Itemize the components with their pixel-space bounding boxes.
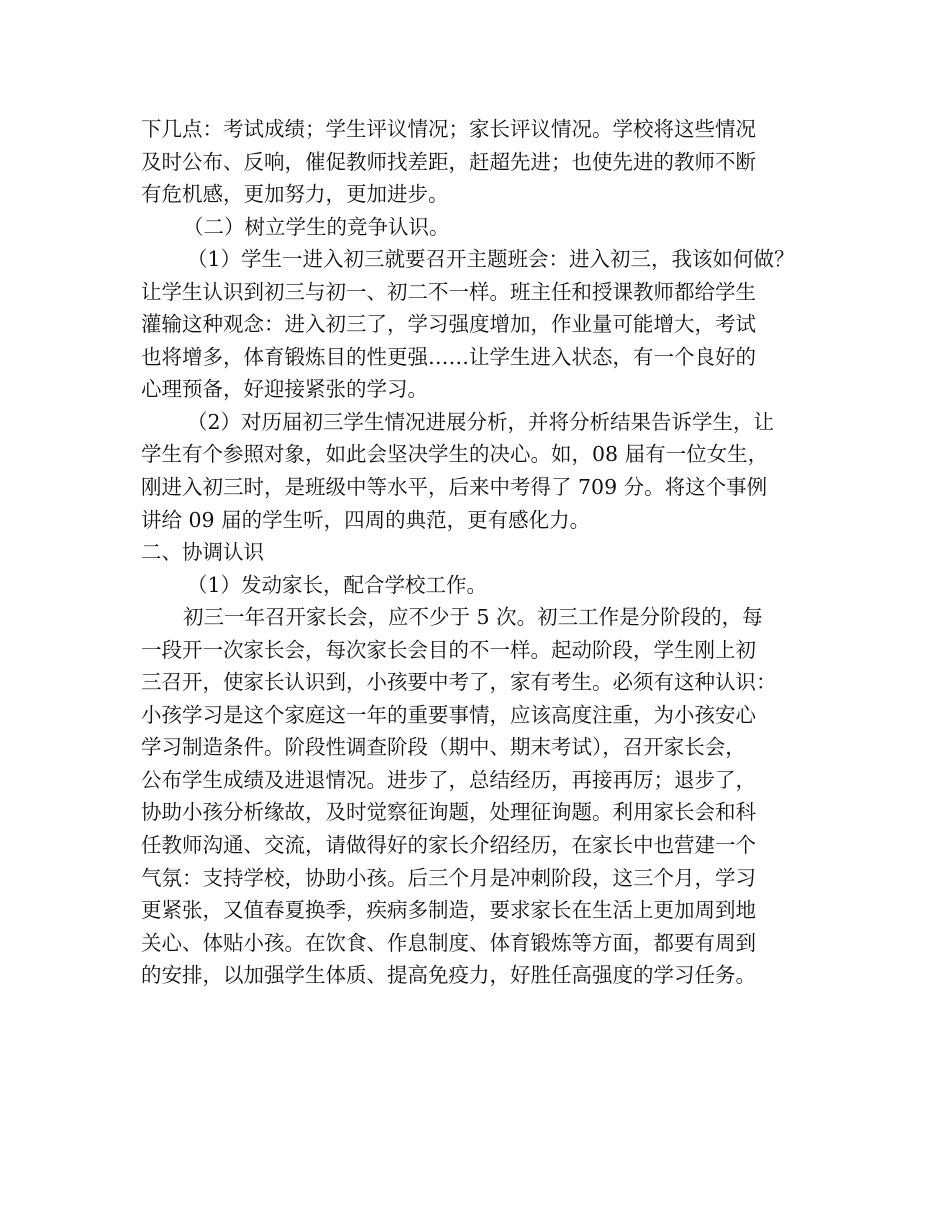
text-line: 刚进入初三时，是班级中等水平，后来中考得了 709 分。将这个事例 (141, 475, 768, 500)
text-line: 让学生认识到初三与初一、初二不一样。班主任和授课教师都给学生 (141, 279, 756, 304)
text-line: 及时公布、反响，催促教师找差距，赶超先进；也使先进的教师不断 (141, 149, 756, 174)
section-heading: （二）树立学生的竞争认识。 (183, 214, 450, 239)
text-line: 一段开一次家长会，每次家长会目的不一样。起动阶段，学生刚上初 (141, 637, 756, 662)
text-line: 更紧张，又值春夏换季，疾病多制造，要求家长在生活上更加周到地 (141, 898, 756, 923)
text-line: 学生有个参照对象，如此会坚决学生的决心。如，08 届有一位女生， (141, 442, 769, 467)
text-line: 有危机感，更加努力，更加进步。 (141, 182, 449, 207)
text-line: 三召开，使家长认识到，小孩要中考了，家有考生。必须有这种认识： (141, 670, 777, 695)
text-line: 学习制造条件。阶段性调查阶段（期中、期末考试），召开家长会， (141, 735, 746, 760)
text-line: 气氛：支持学校，协助小孩。后三个月是冲刺阶段，这三个月，学习 (141, 865, 756, 890)
item-heading: （2）对历届初三学生情况进展分析，并将分析结果告诉学生，让 (187, 409, 775, 434)
text-line: 初三一年召开家长会，应不少于 5 次。初三工作是分阶段的，每 (183, 605, 763, 630)
text-line: 的安排，以加强学生体质、提高免疫力，好胜任高强度的学习任务。 (141, 963, 756, 988)
text-line: 灌输这种观念：进入初三了，学习强度增加，作业量可能增大，考试 (141, 312, 756, 337)
text-line: 下几点：考试成绩；学生评议情况；家长评议情况。学校将这些情况 (141, 117, 756, 141)
text-line: 关心、体贴小孩。在饮食、作息制度、体育锻炼等方面，都要有周到 (141, 930, 756, 955)
section-heading: 二、协调认识 (141, 540, 264, 565)
text-line: 公布学生成绩及进退情况。进步了，总结经历，再接再厉；退步了， (141, 767, 756, 792)
text-line: 也将增多，体育锻炼目的性更强……让学生进入状态，有一个良好的 (141, 344, 756, 369)
text-line: 小孩学习是这个家庭这一年的重要事情，应该高度注重，为小孩安心 (141, 702, 756, 727)
item-heading: （1）学生一进入初三就要召开主题班会：进入初三，我该如何做？ (187, 247, 795, 272)
text-line: 讲给 09 届的学生听，四周的典范，更有感化力。 (141, 507, 591, 532)
text-line: 任教师沟通、交流，请做得好的家长介绍经历，在家长中也营建一个 (141, 833, 756, 858)
text-line: 协助小孩分析缘故，及时觉察征询题，处理征询题。利用家长会和科 (141, 800, 756, 825)
body-text (141, 113, 821, 992)
text-line: 心理预备，好迎接紧张的学习。 (141, 377, 428, 402)
item-heading: （1）发动家长，配合学校工作。 (187, 572, 488, 597)
